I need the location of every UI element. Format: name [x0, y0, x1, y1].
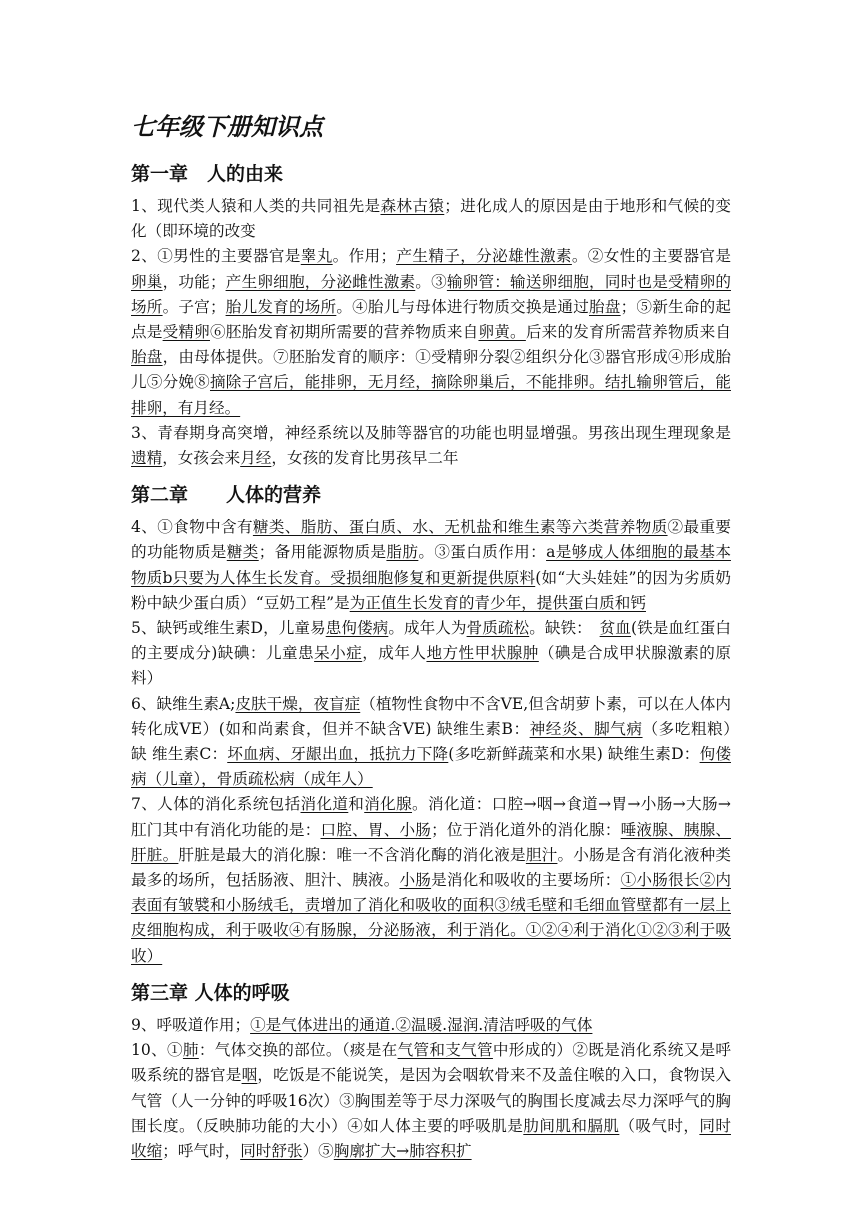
text-run: ，女孩的发育比男孩早二年	[271, 449, 459, 468]
text-run: 。小肠是含有消化液种类最多的场所，包括肠液、胆汁、胰液。	[131, 845, 731, 890]
underlined-text: 坏血病、牙龈出血，抵抗力下降	[227, 745, 449, 764]
text-run: ；备用能源物质是	[258, 543, 387, 562]
underlined-text: 皮肤干燥，夜盲症	[235, 694, 361, 713]
text-run: (多吃新鲜蔬菜和水果) 缺维生素D：	[448, 745, 700, 764]
underlined-text: 森林古猿	[380, 197, 445, 215]
underlined-text: 糖类、脂肪、蛋白质、水、无机盐和维生素等六类营养物质	[252, 518, 668, 537]
underlined-text: ①是气体进出的通道.②温暖.湿润.清洁呼吸的气体	[250, 1015, 593, 1034]
underlined-text: 口腔、胃、小肠	[320, 820, 432, 839]
text-run: （碘是合成甲状腺激素的原料）	[131, 644, 731, 688]
text-run: 中形成的）②既是消化系统又是呼吸系统的器官是	[131, 1041, 731, 1085]
text-run: ②最重要的功能物质是	[131, 518, 731, 562]
underlined-text: 地方性甲状腺肿	[426, 644, 539, 663]
paragraph	[131, 515, 731, 616]
underlined-text: 同时收缩	[131, 1116, 731, 1160]
underlined-text: 胸廓扩大→肺容积扩	[333, 1141, 472, 1160]
underlined-text: 产生卵细胞，分泌雌性激素	[225, 272, 416, 291]
text-run: 肝脏是最大的消化腺：唯一不含消化酶的消化液是	[178, 845, 526, 864]
underlined-text: 同时舒张	[240, 1141, 303, 1160]
chapter-heading: 第二章 人体的营养	[131, 484, 322, 507]
text-run: ；进化成人的原因是由于地形和气候的变化（即环境的改变	[131, 197, 731, 241]
text-run: （吸气时，	[619, 1116, 700, 1135]
text-run: (如“大头娃娃”的因为劣质奶粉中缺少蛋白质）“豆奶工程”是	[131, 568, 731, 612]
underlined-text: 为正值生长发育的青少年，提供蛋白质和钙	[349, 593, 646, 612]
text-run: 6、缺维生素A;	[131, 694, 236, 713]
text-run: 后来的发育所需营养物质来自	[525, 323, 731, 342]
text-run: 。作用；	[332, 247, 397, 266]
text-run: 5、缺钙或维生素D，儿童易	[131, 619, 326, 638]
underlined-text: 神经炎、脚气病	[529, 719, 643, 738]
text-run: ；位于消化道外的消化腺：	[431, 820, 621, 839]
text-run: （植物性食物中不含VE,但含胡萝卜素，可以在人体内转化成VE）(如和尚素食，但并不缺含VE) 缺维生素B：	[131, 694, 731, 738]
text-run: 。④胎儿与母体进行物质交换是通过	[336, 297, 590, 316]
underlined-text: 患佝偻病	[325, 619, 389, 638]
underlined-text: ①小肠很长②内表面有皱襞和小肠绒毛，责增加了消化和吸收的面积③绒毛壁和毛细血管壁都有一层上皮细胞构成，利于吸收④有肠腺，分泌肠液，利于消化。①②④利于消化①②③利于吸收）	[131, 871, 731, 965]
paragraph	[131, 692, 747, 793]
text-run: 7、人体的消化系统包括	[131, 795, 301, 814]
underlined-text: 胆汁	[525, 845, 558, 864]
underlined-text: a是够成人体细胞的最基本物质b只要为人体生长发育。受损细胞修复和更新提供原料	[131, 543, 731, 587]
text-run: 和	[348, 795, 365, 814]
underlined-text: 气管和支气管	[397, 1041, 493, 1060]
underlined-text: 胎盘	[131, 348, 163, 367]
underlined-text: 遗精	[131, 449, 163, 468]
text-run: ，功能；	[162, 272, 226, 291]
underlined-text: 月经	[240, 449, 272, 468]
paragraph	[131, 194, 731, 244]
underlined-text: 卵黄。	[478, 323, 526, 342]
text-run: (铁是血红蛋白的主要成分)缺碘：儿童患	[131, 619, 731, 663]
text-run: ，成年人	[362, 644, 427, 663]
underlined-text: 睾丸	[300, 247, 333, 266]
underlined-text: 消化道	[300, 795, 349, 814]
text-run: 。③	[415, 272, 447, 291]
underlined-text: 佝偻病（儿童），骨质疏松病（成年人）	[131, 745, 731, 789]
chapter-heading: 第三章 人体的呼吸	[131, 981, 290, 1004]
paragraph	[131, 616, 731, 692]
underlined-text: 糖类	[226, 543, 259, 562]
text-run: 。缺铁：	[529, 619, 600, 638]
underlined-text: 产生精子，分泌雄性激素	[396, 247, 572, 266]
underlined-text: 骨质疏松	[466, 619, 530, 638]
text-run: ；呼气时，	[162, 1141, 241, 1160]
document-body	[131, 158, 747, 1164]
document-title: 七年级下册知识点	[131, 112, 323, 141]
underlined-text: 脂肪	[386, 543, 419, 562]
text-run: 9、呼吸道作用；	[131, 1015, 251, 1034]
paragraph	[131, 244, 731, 420]
text-run: ，女孩会来	[162, 449, 241, 468]
underlined-text: 消化腺	[364, 795, 413, 814]
paragraph	[131, 1038, 731, 1164]
text-run: 4、①食物中含有	[131, 518, 253, 537]
text-run: ，由母体提供。⑦胚胎发育的顺序：①受精卵分裂②组织分化③器官形成④形成胎儿⑤分娩⑧	[131, 348, 731, 392]
text-run: ：气体交换的部位。（痰是在	[198, 1041, 398, 1060]
text-run: 。子宫；	[162, 297, 226, 316]
text-run: ）⑤	[302, 1141, 334, 1160]
text-run: 是消化和吸收的主要场所：	[431, 871, 621, 890]
underlined-text: 输卵管：输送卵细胞，同时也是受精卵的场所	[131, 272, 731, 316]
text-run: 。②女性的主要器官是	[571, 247, 731, 266]
text-run: ；⑤新生命的起点是	[131, 297, 731, 342]
underlined-text: 小肠	[399, 871, 432, 890]
paragraph	[131, 421, 731, 471]
underlined-text: 肋间肌和膈肌	[523, 1116, 620, 1135]
chapter-heading: 第一章 人的由来	[131, 163, 284, 185]
underlined-text: 贫血	[599, 619, 631, 638]
underlined-text: 胎儿发育的场所	[225, 297, 337, 316]
underlined-text: 肺	[182, 1041, 199, 1060]
underlined-text: 胎盘	[589, 297, 621, 316]
text-run: 2、①男性的主要器官是	[131, 247, 301, 266]
text-run: 1、现代类人猿和人类的共同祖先是	[131, 197, 381, 215]
underlined-text: 呆小症	[314, 644, 363, 663]
paragraph	[131, 1013, 731, 1038]
underlined-text: 摘除子宫后，能排卵，无月经，摘除卵巢后，不能排卵。结扎输卵管后，能排卵，有月经。	[131, 373, 731, 417]
document-page	[131, 108, 747, 1164]
underlined-text: 咽	[241, 1066, 258, 1085]
underlined-text: 卵巢	[131, 272, 163, 291]
text-run: 。消化道：口腔→咽→食道→胃→小肠→大肠→肛门其中有消化功能的是：	[131, 795, 731, 839]
text-run: （多吃粗粮） 缺 维生素C：	[131, 719, 747, 764]
text-run: ⑥胚胎发育初期所需要的营养物质来自	[209, 323, 479, 342]
text-run: ，吃饭是不能说笑，是因为会咽软骨来不及盖住喉的入口，食物误入气管（人一分钟的呼吸16次）③胸围差等于尽力深吸气的胸围长度减去尽力深呼气的胸围长度。（反映肺功能的大小）④如人体主要的呼吸肌是	[131, 1066, 731, 1135]
text-run: 10、①	[131, 1041, 183, 1060]
text-run: 3、青春期身高突增，神经系统以及肺等器官的功能也明显增强。男孩出现生理现象是	[131, 423, 731, 442]
underlined-text: 受精卵	[162, 323, 210, 342]
paragraph	[131, 792, 731, 968]
text-run: 。③蛋白质作用：	[418, 543, 547, 562]
underlined-text: 唾液腺、胰腺、肝脏。	[131, 820, 731, 864]
text-run: 。成年人为	[388, 619, 467, 638]
